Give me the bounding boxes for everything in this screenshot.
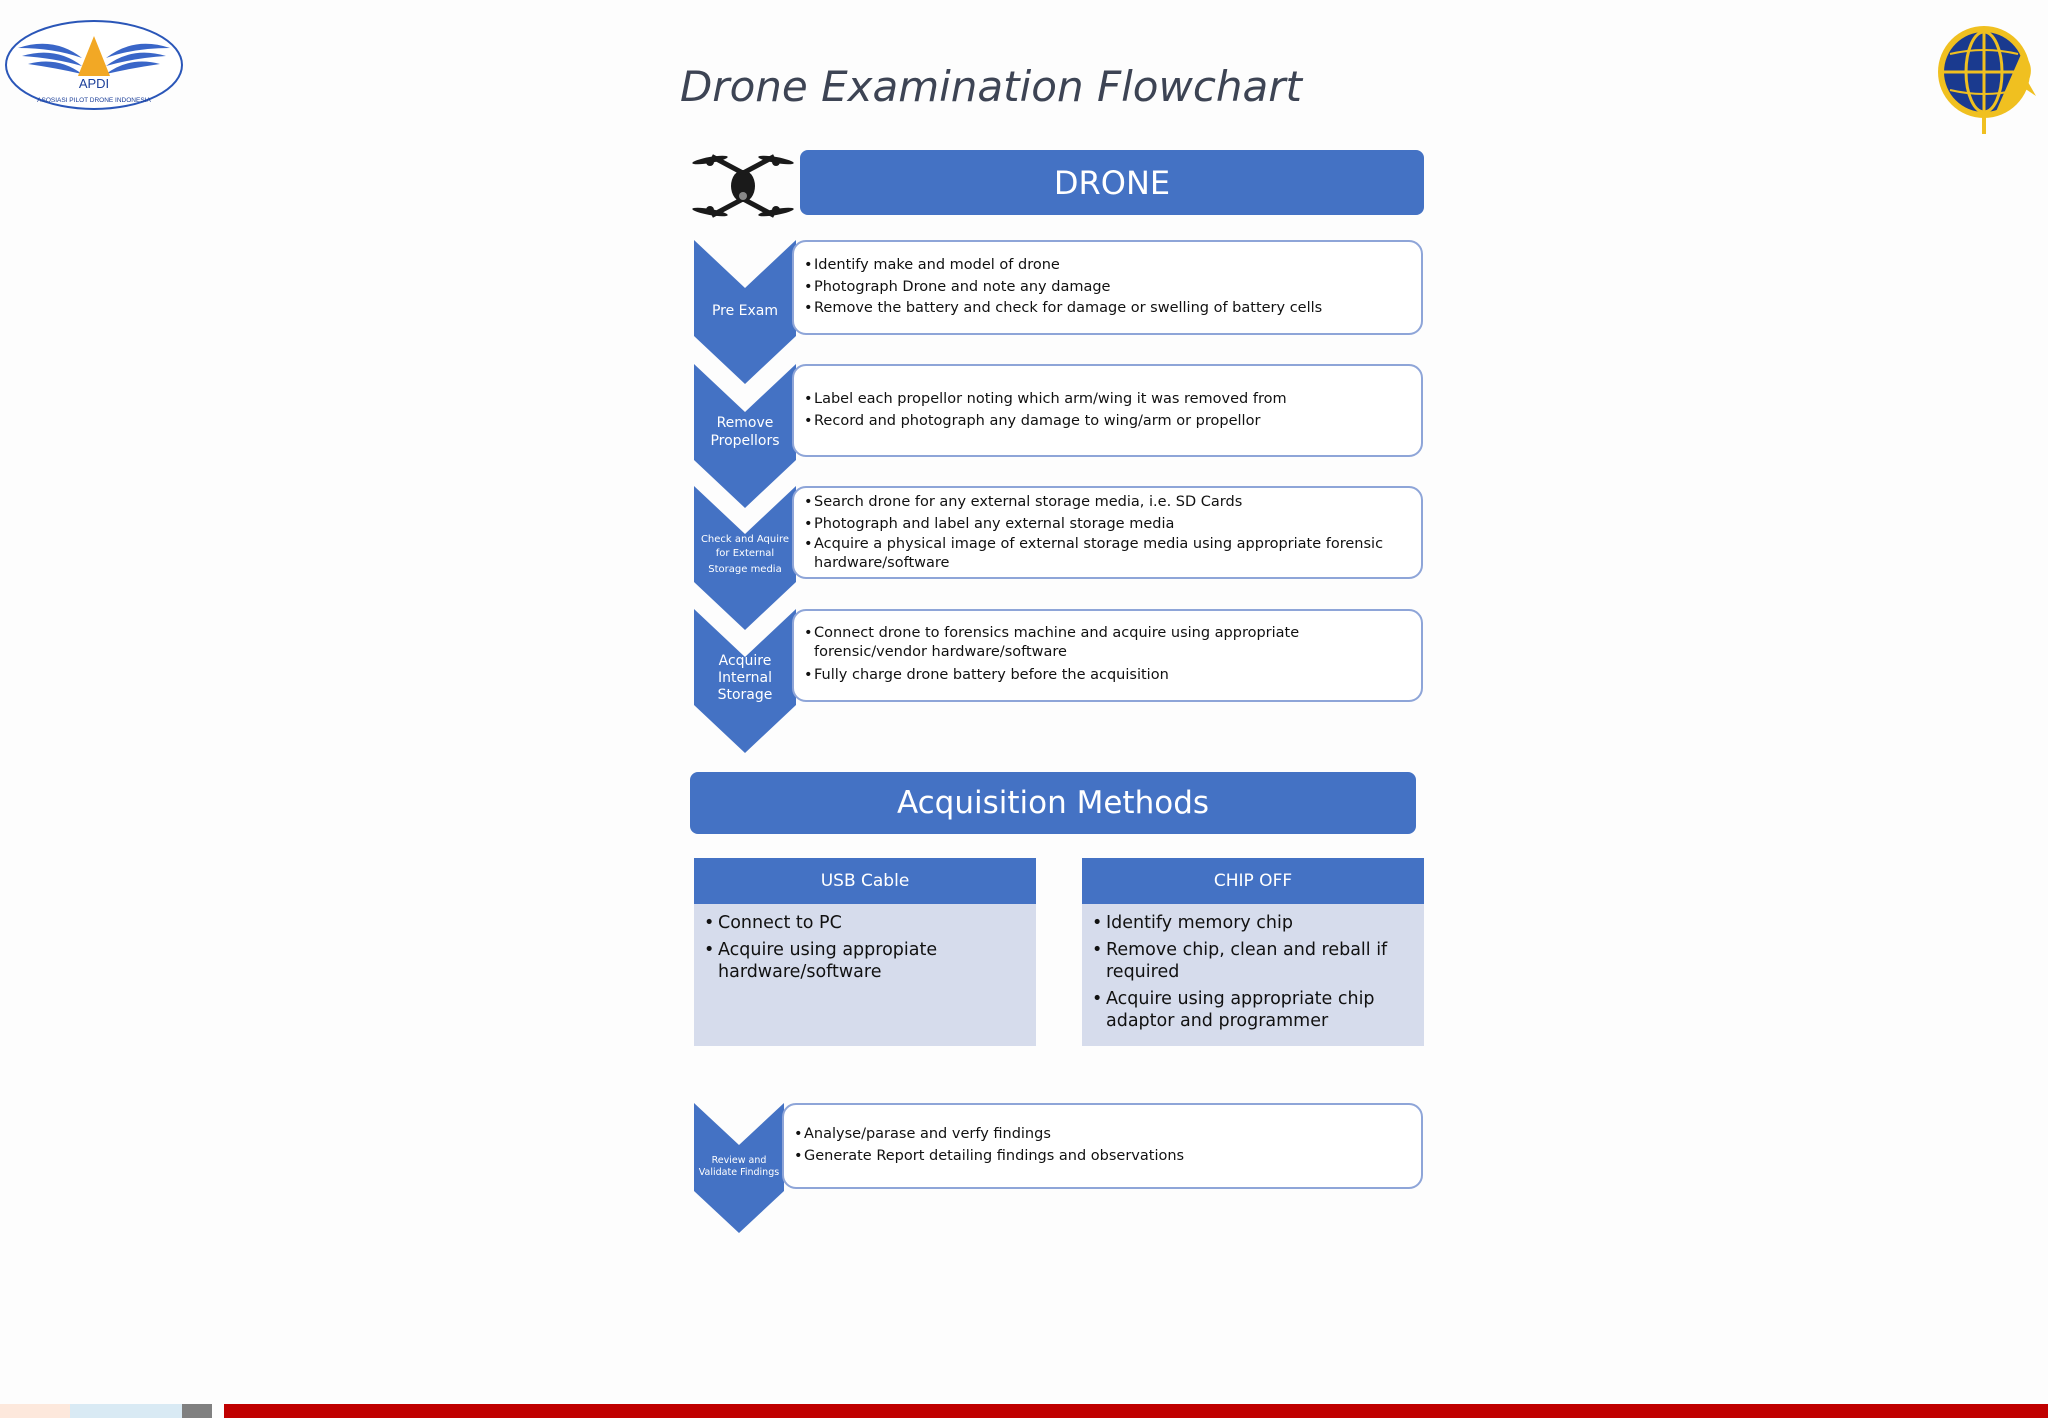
step-label: Validate Findings [698,1167,780,1179]
step-box-remove-propellors [792,364,1423,457]
footer-strip-lightblue [70,1404,182,1418]
chevron-internal-storage [694,609,796,753]
method-item: • Identify memory chip [1106,912,1412,934]
step-box-internal-storage [792,609,1423,702]
method-title: USB Cable [694,858,1036,904]
step-label: Storage media [708,564,782,575]
footer-strip-gray [182,1404,212,1418]
step-label: Pre Exam [711,303,779,319]
step-label: for External [715,547,775,559]
apdi-logo-subtext: ASOSIASI PILOT DRONE INDONESIA [37,97,151,104]
step-item: • Photograph and label any external storage media [804,514,1397,536]
step-label: Check and Aquire [700,534,790,545]
step-item: • Connect drone to forensics machine and acquire using appropriate forensic/vendor hardware/software [804,624,1397,662]
step-item: • Analyse/parase and verfy findings [794,1124,1397,1146]
step-label: Review and [711,1155,767,1166]
step-label: Remove [716,415,774,431]
step-item: • Identify make and model of drone [804,255,1397,277]
step-label: Internal [718,669,772,686]
apdi-logo-text: APDI [78,76,110,91]
drone-header: DRONE [800,150,1424,215]
quadcopter-icon [690,150,796,222]
method-item: • Connect to PC [718,912,1024,934]
footer-strip-red [224,1404,2048,1418]
page-title: Drone Examination Flowchart [679,62,1303,111]
chevron-pre-exam [694,240,796,384]
step-item: • Label each propellor noting which arm/wing it was removed from [804,389,1397,411]
step-label: Acquire [718,653,772,669]
step-item: • Record and photograph any damage to wing/arm or propellor [804,411,1397,433]
step-label: Propellors [710,433,780,450]
method-item: • Acquire using appropriate chip adaptor and programmer [1106,988,1412,1032]
step-box-external-storage [792,486,1423,579]
step-item: • Fully charge drone battery before the acquisition [804,665,1397,687]
footer-strip-peach [0,1404,70,1418]
step-item: • Search drone for any external storage media, i.e. SD Cards [804,492,1397,514]
step-box-pre-exam [792,240,1423,335]
step-item: • Generate Report detailing findings and observations [794,1146,1397,1168]
acquisition-methods-header: Acquisition Methods [690,772,1416,834]
method-title: CHIP OFF [1082,858,1424,904]
step-item: • Acquire a physical image of external storage media using appropriate forensic hardware/software [804,535,1397,573]
step-label: Storage [717,686,773,703]
step-box-review [782,1103,1423,1189]
chevron-review-validate [694,1103,784,1233]
method-card-chip-off [1082,858,1424,1046]
step-item: • Remove the battery and check for damage or swelling of battery cells [804,298,1397,320]
method-item: • Acquire using appropiate hardware/software [718,939,1024,983]
method-card-usb [694,858,1036,1046]
step-item: • Photograph Drone and note any damage [804,277,1397,299]
method-item: • Remove chip, clean and reball if required [1106,939,1412,983]
